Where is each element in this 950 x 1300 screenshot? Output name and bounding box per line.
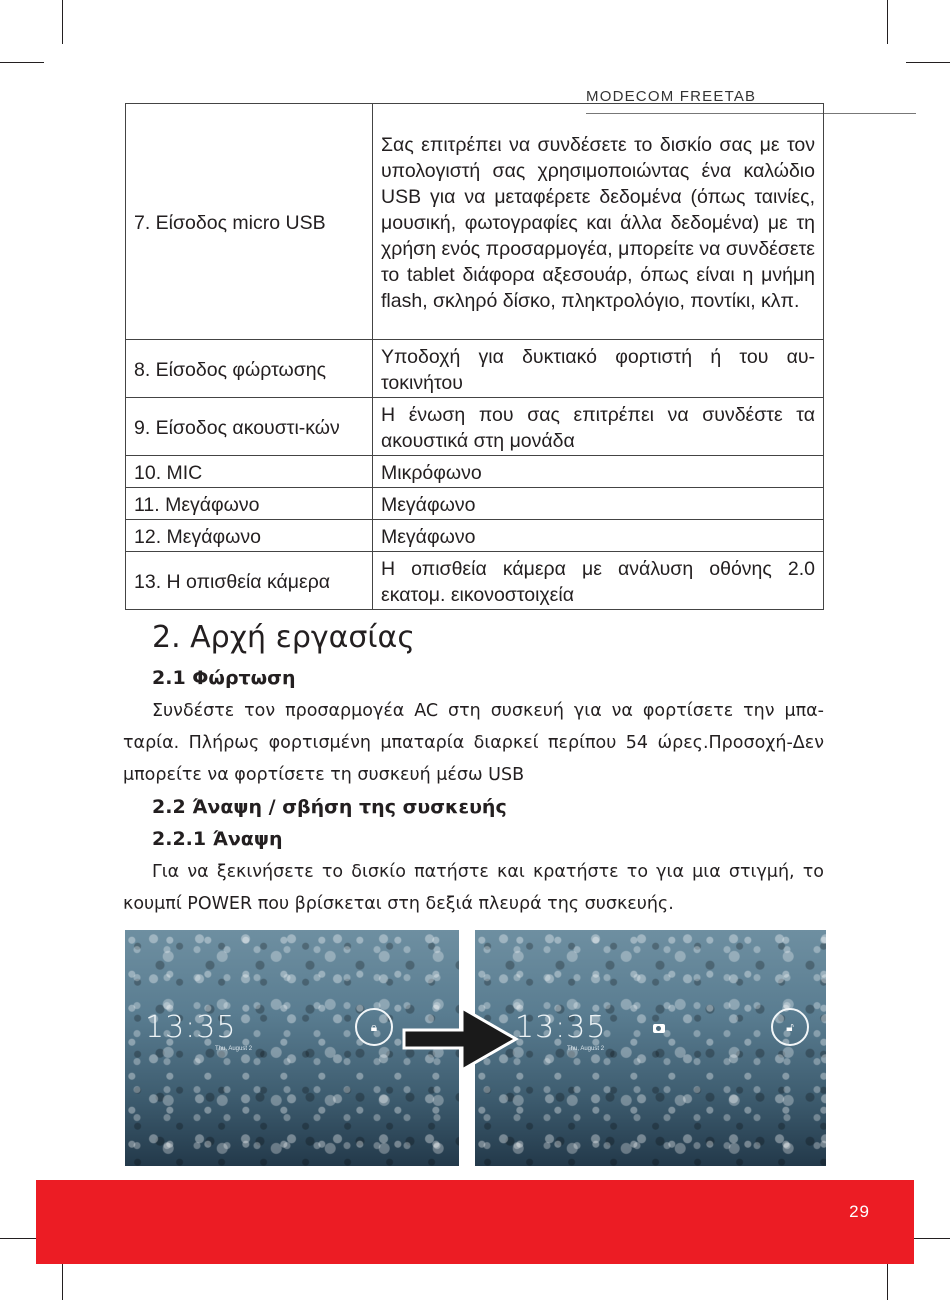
port-label: 11. Μεγάφωνο bbox=[126, 488, 373, 520]
table-row bbox=[126, 104, 824, 340]
subsection-heading: 2.2 Άναψη / σβήση της συσκευής bbox=[152, 796, 507, 818]
lockscreen-clock: 13:35 bbox=[515, 1010, 607, 1045]
port-description: Μικρόφωνο bbox=[373, 456, 824, 488]
port-description: Η ένωση που σας επιτρέπει να συνδέστε τα ακουστικά στη μονάδα bbox=[373, 398, 824, 456]
subsection-heading: 2.1 Φώρτωση bbox=[152, 667, 296, 689]
lockscreen-date: Thu, August 2 bbox=[567, 1046, 605, 1052]
right-arrow-icon bbox=[400, 1004, 520, 1074]
subsection-heading: 2.2.1 Άναψη bbox=[152, 828, 283, 850]
camera-icon bbox=[653, 1024, 665, 1033]
crop-mark bbox=[62, 0, 63, 44]
port-description: Σας επιτρέπει να συνδέσετε το δισκίο σας με τον υπολογιστή σας χρησιμοποιώντας ένα καλώδιο USB για να μεταφέρετε δεδομένα (όπως ταινίες, μουσική, φωτογραφίες και άλλα δεδομένα) με τη χρήση ενός προσαρμογέα, μπορείτε να συνδέσετε το tablet διάφορα αξεσουάρ, όπως είναι η μνήμη flash, σκληρό δίσκο, πληκτρολόγιο, ποντίκι, κλπ. bbox=[373, 104, 824, 340]
table-row bbox=[126, 456, 824, 488]
port-description: Η οπισθεία κάμερα με ανάλυση οθόνης 2.0 εκατομ. εικονοστοιχεία bbox=[373, 552, 824, 610]
table-row bbox=[126, 520, 824, 552]
footer-bar bbox=[36, 1180, 914, 1264]
port-description: Μεγάφωνο bbox=[373, 488, 824, 520]
unlock-icon: 🔓︎ bbox=[786, 1020, 794, 1034]
port-description-table bbox=[125, 103, 824, 610]
table-row bbox=[126, 398, 824, 456]
paragraph: Συνδέστε τον προσαρμογέα AC στη συσκευή για να φορτίσετε την μπα-ταρία. Πλήρως φορτισμένη μπαταρία διαρκεί περίπου 54 ώρες.Προσοχή-Δεν μπορείτε να φορτίσετε τη συσκευή μέσω USB bbox=[123, 701, 824, 785]
paragraph: Για να ξεκινήσετε το δισκίο πατήστε και κρατήστε το για μια στιγμή, το κουμπί POWER που βρίσκεται στη δεξιά πλευρά της συσκευής. bbox=[123, 862, 824, 914]
crop-mark bbox=[887, 0, 888, 44]
port-label: 8. Είσοδος φώρτωσης bbox=[126, 340, 373, 398]
running-header: MODECOM FREETAB bbox=[586, 88, 757, 105]
port-label: 9. Είσοδος ακουστι-κών bbox=[126, 398, 373, 456]
table-row bbox=[126, 340, 824, 398]
crop-mark bbox=[0, 62, 44, 63]
port-label: 10. MIC bbox=[126, 456, 373, 488]
port-description: Υποδοχή για δυκτιακό φορτιστή ή του αυ-τοκινήτου bbox=[373, 340, 824, 398]
page-number: 29 bbox=[849, 1202, 870, 1221]
table-row bbox=[126, 488, 824, 520]
unlock-ring-icon bbox=[355, 1008, 393, 1046]
unlock-ring-icon bbox=[771, 1008, 809, 1046]
lockscreen-clock: 13:35 bbox=[145, 1010, 237, 1045]
section-title: 2. Αρχή εργασίας bbox=[152, 620, 415, 655]
port-label: 12. Μεγάφωνο bbox=[126, 520, 373, 552]
lockscreen-date: Thu, August 2 bbox=[215, 1046, 253, 1052]
port-label: 7. Είσοδος micro USB bbox=[126, 104, 373, 340]
lockscreen-after-image bbox=[475, 930, 826, 1166]
port-label: 13. Η οπισθεία κάμερα bbox=[126, 552, 373, 610]
port-description: Μεγάφωνο bbox=[373, 520, 824, 552]
lock-icon: 🔒︎ bbox=[370, 1020, 378, 1034]
table-row bbox=[126, 552, 824, 610]
crop-mark bbox=[906, 62, 950, 63]
